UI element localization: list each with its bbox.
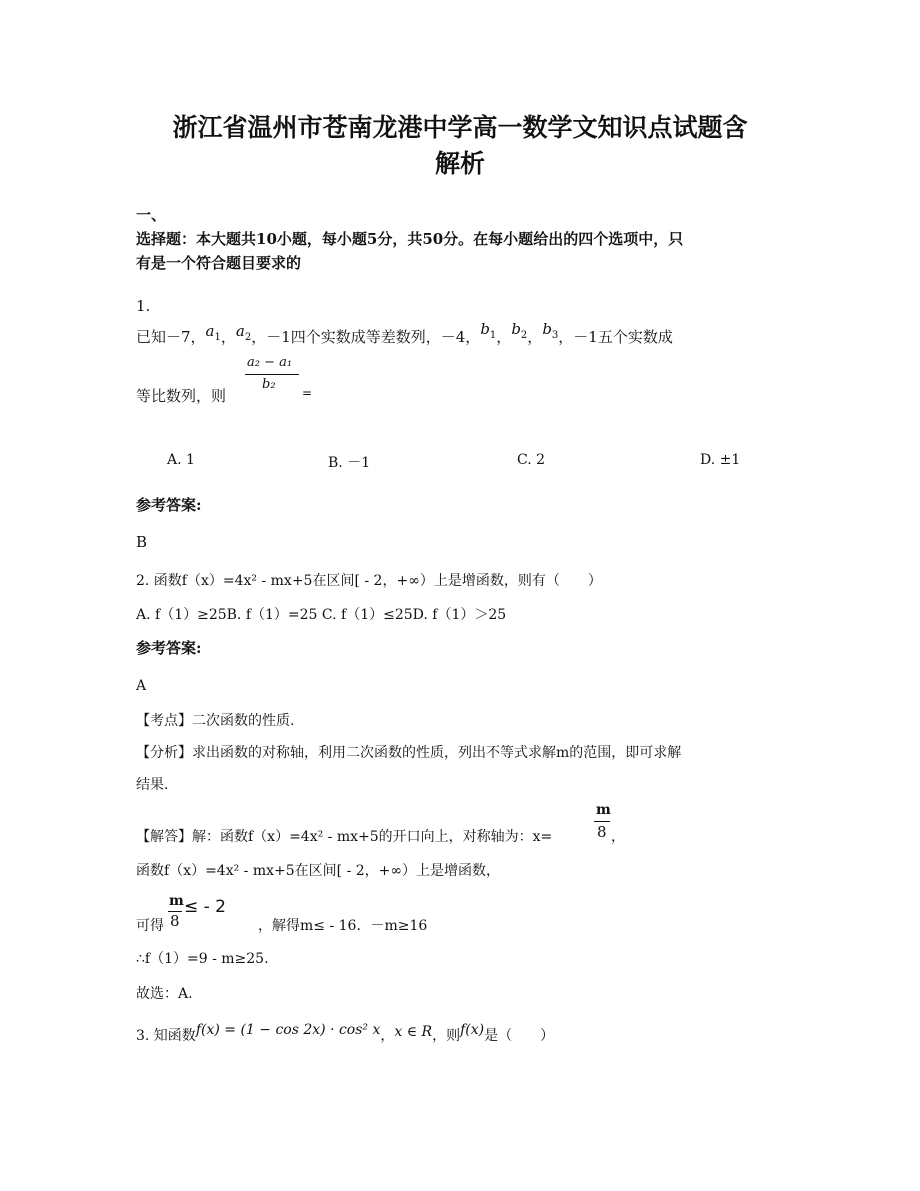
section-description-line1: 选择题：本大题共10小题，每小题5分，共50分。在每小题给出的四个选项中，只 [136,230,684,248]
q1-a2: $a_2$ [235,322,252,343]
q2-ineq-numerator: m [169,893,184,909]
q3-function-expression: f(x) = (1 − cos 2x) · cos² x [195,1022,381,1038]
q2-increasing-line: 函数f（x）=4x² - mx+5在区间[ - 2，+∞）上是增函数， [136,863,501,879]
q2-options: A. f（1）≥25B. f（1）=25 C. f（1）≤25D. f（1）＞25 [136,607,507,623]
q1-fraction-denominator: b₂ [262,377,276,392]
q2-answer-label: 参考答案: [136,639,202,657]
q3-suffix: 是（ ） [484,1028,555,1044]
q3-comma: ， [380,1028,395,1044]
q2-ineq-denominator: 8 [170,912,180,930]
q1-comma3: ， [527,328,543,346]
q3-domain: x ∈ R [394,1024,433,1040]
q1-answer-label: 参考答案: [136,496,202,514]
q1-fraction-bar [245,374,299,375]
q1-option-b: B. －1 [328,455,371,471]
q3-prefix: 3. 知函数 [136,1028,196,1044]
document-title-line1: 浙江省温州市苍南龙港中学高一数学文知识点试题含 [172,113,748,142]
q1-option-a: A. 1 [167,452,195,468]
q2-fenxi-line1: 【分析】求出函数的对称轴，利用二次函数的性质，列出不等式求解m的范围，即可求解 [136,745,682,761]
q2-ineq-rhs: ≤ - 2 [184,897,227,917]
q1-equals-sign: = [302,386,313,400]
q2-choose: 故选：A. [136,986,193,1002]
q2-fenxi-line2: 结果. [136,777,169,793]
q2-kede: 可得 [136,918,164,934]
q2-stem: 2. 函数f（x）=4x² - mx+5在区间[ - 2，+∞）上是增函数，则有（ ） [136,573,602,589]
q2-answer: A [136,678,147,694]
q1-stem-line2: 等比数列，则 [136,387,227,405]
q1-b3: $b_3$ [542,320,559,341]
q1-option-c: C. 2 [517,452,546,468]
q2-kaodian: 【考点】二次函数的性质. [136,713,295,729]
q1-comma1: ， [220,328,236,346]
q2-kede-suffix: ，解得m≤ - 16．－m≥16 [258,918,428,934]
q2-axis-denominator: 8 [597,823,607,841]
q1-answer: B [136,533,148,551]
q2-jieda-line: 【解答】解：函数f（x）=4x² - mx+5的开口向上，对称轴为：x= [136,829,553,845]
q1-b2: $b_2$ [511,320,528,341]
q1-option-d: D. ±1 [700,452,741,468]
q1-stem-line1 [136,320,673,349]
q2-therefore: ∴f（1）=9 - m≥25. [136,951,269,967]
q1-fraction-numerator: a₂ − a₁ [247,355,293,370]
q1-stem-a: 已知－7， [136,328,206,346]
q1-comma2: ， [496,328,512,346]
q1-a1: $a_1$ [205,322,221,343]
q1-stem-b: ，－1四个实数成等差数列，－4， [251,328,481,346]
q3-fx: f(x) [460,1022,485,1038]
q3-line [136,1022,555,1045]
q2-axis-fraction-bar [594,821,610,822]
q2-axis-numerator: m [596,802,611,818]
q1-b1: $b_1$ [480,320,497,341]
q1-number: 1. [136,297,151,315]
q2-axis-suffix: ， [611,829,625,845]
q1-stem-c: ，－1五个实数成 [558,328,673,346]
q3-mid: ，则 [432,1028,461,1044]
section-description-line2: 有是一个符合题目要求的 [136,254,302,272]
section-number: 一、 [136,206,167,224]
document-title-line2: 解析 [434,149,485,178]
